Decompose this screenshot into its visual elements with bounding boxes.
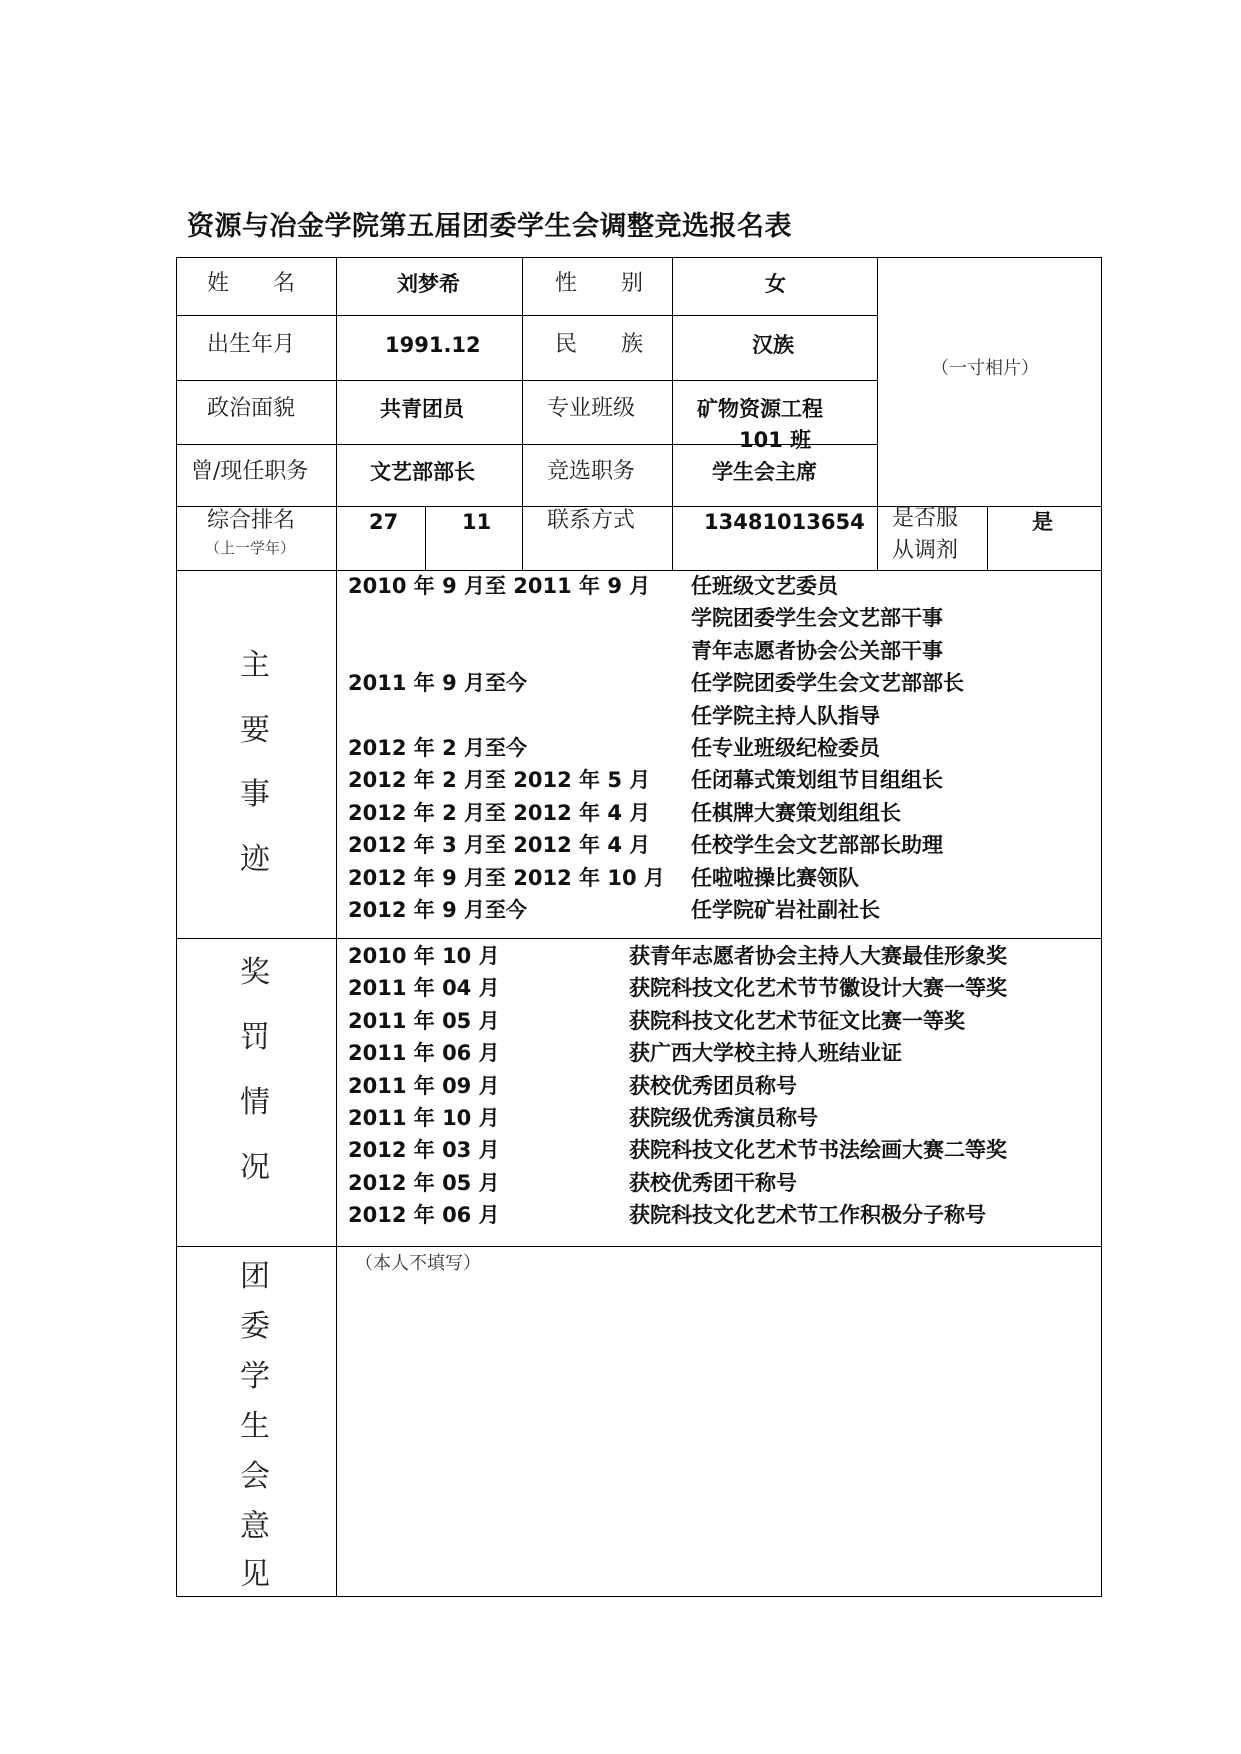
- contact-value: 13481013654: [704, 510, 865, 534]
- awards-row-date: 2012 年 03 月: [348, 1138, 500, 1163]
- elect-label: 竞选职务: [547, 459, 636, 484]
- position-label: 曾/现任职务: [191, 459, 309, 484]
- opinion-label-char: 意: [240, 1509, 270, 1544]
- awards-row-date: 2012 年 06 月: [348, 1203, 500, 1228]
- opinion-label-char: 见: [240, 1557, 270, 1592]
- birth-label: 出生年月: [207, 332, 296, 357]
- opinion-label-char: 团: [240, 1259, 270, 1294]
- awards-label-char: 罚: [240, 1020, 270, 1055]
- deeds-row-text: 任闭幕式策划组节目组组长: [691, 768, 943, 793]
- position-value: 文艺部部长: [370, 460, 475, 484]
- deeds-row-text: 任班级文艺委员: [691, 574, 838, 598]
- deeds-row-date: 2012 年 9 月至 2012 年 10 月: [348, 865, 665, 890]
- opinion-label-char: 委: [240, 1309, 270, 1344]
- deeds-row-date: 2011 年 9 月至今: [348, 671, 527, 696]
- deeds-row-date: 2012 年 2 月至今: [348, 736, 527, 760]
- opinion-note: （本人不填写）: [355, 1253, 481, 1274]
- awards-label-char: 况: [240, 1150, 270, 1185]
- deeds-label-char: 主: [240, 648, 270, 683]
- awards-row-text: 获校优秀团员称号: [629, 1073, 797, 1098]
- awards-row-date: 2011 年 04 月: [348, 976, 500, 1001]
- elect-value: 学生会主席: [712, 460, 817, 484]
- deeds-row-text: 任学院矿岩社副社长: [691, 898, 880, 922]
- deeds-row-text: 任学院团委学生会文艺部部长: [691, 671, 964, 696]
- obey-value: 是: [1032, 510, 1053, 534]
- awards-row-date: 2011 年 10 月: [348, 1106, 500, 1130]
- awards-row-date: 2012 年 05 月: [348, 1170, 500, 1195]
- awards-row-text: 获院科技文化艺术节征文比赛一等奖: [629, 1008, 965, 1033]
- opinion-label-char: 会: [240, 1459, 270, 1494]
- deeds-row-text: 学院团委学生会文艺部干事: [691, 606, 943, 631]
- awards-row-date: 2011 年 05 月: [348, 1008, 500, 1033]
- deeds-row-text: 任棋牌大赛策划组组长: [691, 800, 901, 825]
- rank-value-a: 27: [369, 510, 399, 534]
- deeds-label-char: 要: [240, 713, 270, 748]
- deeds-row-date: 2012 年 2 月至 2012 年 5 月: [348, 768, 651, 793]
- political-value: 共青团员: [380, 397, 464, 421]
- deeds-row-text: 任校学生会文艺部部长助理: [691, 833, 943, 858]
- deeds-label-char: 迹: [240, 842, 270, 877]
- awards-row-text: 获院科技文化艺术节节徽设计大赛一等奖: [629, 976, 1007, 1001]
- photo-placeholder: （一寸相片）: [931, 358, 1039, 379]
- contact-label: 联系方式: [547, 508, 636, 533]
- major-value-line2: 101 班: [739, 428, 812, 452]
- ethnicity-label: 民 族: [555, 332, 644, 357]
- awards-row-text: 获院科技文化艺术节工作积极分子称号: [629, 1203, 986, 1228]
- deeds-row-date: 2012 年 9 月至今: [348, 898, 527, 922]
- gender-value: 女: [765, 272, 786, 296]
- opinion-label-char: 生: [240, 1409, 270, 1444]
- awards-row-text: 获院科技文化艺术节书法绘画大赛二等奖: [629, 1138, 1007, 1163]
- deeds-row-text: 任啦啦操比赛领队: [691, 865, 859, 890]
- ethnicity-value: 汉族: [752, 333, 794, 357]
- major-value-line1: 矿物资源工程: [697, 397, 823, 421]
- obey-label-line2: 从调剂: [892, 538, 959, 563]
- major-label: 专业班级: [547, 396, 636, 421]
- deeds-row-text: 任专业班级纪检委员: [691, 736, 880, 760]
- deeds-row-text: 青年志愿者协会公关部干事: [691, 638, 943, 663]
- deeds-row-text: 任学院主持人队指导: [691, 703, 880, 728]
- obey-label-line1: 是否服: [892, 506, 959, 531]
- rank-value-b: 11: [462, 510, 492, 534]
- rank-sublabel: （上一学年）: [205, 539, 296, 557]
- name-value: 刘梦希: [397, 272, 460, 296]
- deeds-row-date: 2012 年 2 月至 2012 年 4 月: [348, 800, 651, 825]
- name-label: 姓 名: [207, 271, 296, 296]
- awards-row-date: 2011 年 09 月: [348, 1073, 500, 1098]
- deeds-label-char: 事: [240, 777, 270, 812]
- awards-row-text: 获校优秀团干称号: [629, 1170, 797, 1195]
- awards-row-text: 获院级优秀演员称号: [629, 1106, 818, 1130]
- rank-label: 综合排名: [207, 508, 296, 533]
- awards-label-char: 情: [240, 1085, 270, 1120]
- birth-value: 1991.12: [385, 333, 481, 357]
- opinion-label-char: 学: [240, 1359, 270, 1394]
- gender-label: 性 别: [555, 271, 644, 296]
- awards-label-char: 奖: [240, 955, 270, 990]
- deeds-row-date: 2010 年 9 月至 2011 年 9 月: [348, 574, 651, 598]
- registration-form-table: [176, 257, 1102, 1597]
- awards-row-date: 2010 年 10 月: [348, 944, 500, 968]
- awards-row-date: 2011 年 06 月: [348, 1041, 500, 1066]
- awards-row-text: 获青年志愿者协会主持人大赛最佳形象奖: [629, 944, 1007, 968]
- form-title: 资源与冶金学院第五届团委学生会调整竞选报名表: [187, 211, 792, 242]
- political-label: 政治面貌: [207, 396, 296, 421]
- deeds-row-date: 2012 年 3 月至 2012 年 4 月: [348, 833, 651, 858]
- awards-row-text: 获广西大学校主持人班结业证: [629, 1041, 902, 1066]
